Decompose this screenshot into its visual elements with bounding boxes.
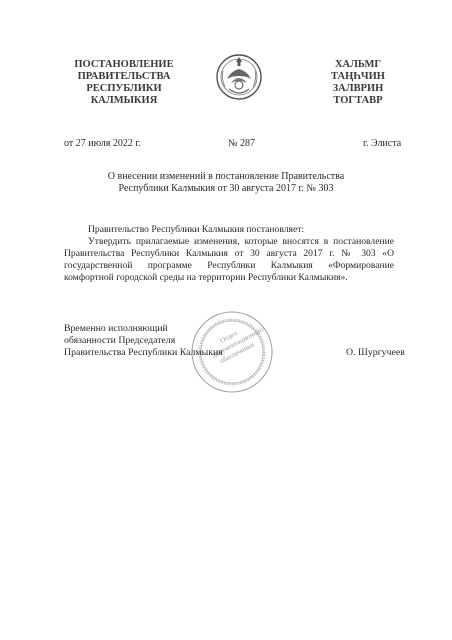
subject-line: О внесении изменений в постановление Правительства (107, 171, 345, 182)
emblem-icon (215, 49, 263, 105)
signature-line: обязанности Председателя (64, 335, 176, 346)
subject-line: Республики Калмыкия от 30 августа 2017 г. № 303 (118, 183, 334, 194)
body-line: государственной программе Республики Калмыкия «Формирование (64, 260, 394, 271)
header-right-line: ХАЛЬМГ (334, 59, 382, 70)
signature-line: Правительства Республики Калмыкия (64, 347, 223, 358)
header-left-line: КАЛМЫКИЯ (90, 95, 158, 106)
header-left-title (62, 59, 186, 107)
signature-line: Временно исполняющий (64, 323, 168, 334)
header-left-line: РЕСПУБЛИКИ (86, 83, 162, 94)
header-left-line: ПОСТАНОВЛЕНИЕ (74, 59, 174, 70)
header-right-line: ЗАЛВРИН (332, 83, 384, 94)
body-line: комфортной городской среды на территории Республики Калмыкия». (64, 272, 348, 283)
coat-of-arms-emblem (215, 49, 263, 105)
header-right-line: ТОГТАВР (333, 95, 383, 106)
body-line: Правительства Республики Калмыкия от 30 августа 2017 г. № 303 «О (64, 248, 394, 259)
document-body (64, 224, 394, 284)
signature-block (64, 323, 223, 359)
body-line: Правительство Республики Калмыкия постановляет: (88, 224, 305, 235)
document-date: от 27 июля 2022 г. (64, 138, 141, 149)
header-right-title (312, 59, 404, 107)
body-line: Утвердить прилагаемые изменения, которые вносятся в постановление (88, 236, 394, 247)
document-subject (60, 171, 392, 195)
document-place: г. Элиста (363, 138, 402, 149)
stamp-text: Отдел документационного обеспечения (210, 324, 267, 366)
document-number: № 287 (228, 138, 256, 149)
signatory-name: О. Шургучеев (346, 347, 405, 358)
header-left-line: ПРАВИТЕЛЬСТВА (77, 71, 171, 82)
header-right-line: ТАҢҺЧИН (331, 71, 385, 82)
